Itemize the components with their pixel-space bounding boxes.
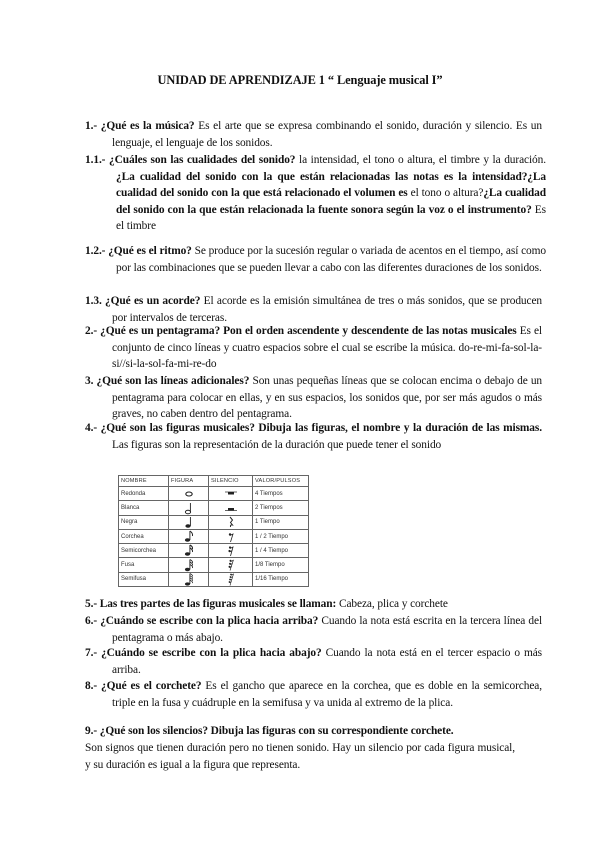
question-1 <box>85 118 542 151</box>
answer-text: Se produce por la sucesión regular o variada de acentos en el tiempo, así como por las combinaciones que se pueden llevar a cabo con las diferentes duraciones de los sonidos. <box>116 245 546 274</box>
column-header: FIGURA <box>169 476 209 487</box>
question-1-3 <box>85 293 542 326</box>
figure-value: 1 / 4 Tiempo <box>253 544 309 558</box>
question-number: 1.1.- <box>85 154 106 166</box>
quarter-note-icon <box>169 515 209 529</box>
figure-value: 4 Tiempos <box>253 487 309 501</box>
question-number: 7.- <box>85 647 98 659</box>
answer-text: la intensidad, el tono o altura, el timbre y la duración. <box>295 154 546 166</box>
answer-text: Cuando la nota está en el tercer espacio o más arriba. <box>112 647 543 676</box>
question-3 <box>85 373 542 423</box>
musical-figures-table <box>118 475 309 587</box>
question-text: ¿Qué es el corchete? <box>101 680 202 692</box>
column-header: SILENCIO <box>209 476 253 487</box>
question-text: ¿Qué es la música? <box>100 120 195 132</box>
answer-text: Son unas pequeñas líneas que se colocan encima o debajo de un pentagrama para colocar en ellas, y en sus espacios, los sonidos que, por ser más agudos o más graves, no caben dentro del pentagrama. <box>112 375 543 421</box>
thirty-second-rest-icon <box>209 558 253 572</box>
whole-rest-icon <box>209 487 253 501</box>
question-text: ¿Qué es el ritmo? <box>108 245 192 257</box>
question-5 <box>85 596 542 613</box>
figure-value: 2 Tiempos <box>253 501 309 515</box>
sixty-fourth-note-icon <box>169 572 209 586</box>
eighth-rest-icon <box>209 529 253 543</box>
closing-paragraph: Son signos que tienen duración pero no tienen sonido. Hay un silencio por cada figura musical, y su duración es igual a la figura que representa. <box>85 742 515 771</box>
half-note-icon <box>169 501 209 515</box>
table-row <box>119 572 309 586</box>
figure-name: Negra <box>119 515 169 529</box>
half-rest-icon <box>209 501 253 515</box>
table-row <box>119 515 309 529</box>
column-header: NOMBRE <box>119 476 169 487</box>
answer-text: Es el arte que se expresa combinando el sonido, duración y silencio. Es un lenguaje, el lenguaje de los sonidos. <box>112 120 542 149</box>
table-row <box>119 529 309 543</box>
figure-name: Redonda <box>119 487 169 501</box>
question-text-3: ¿La cualidad del sonido con la que están relacionada la fuente sonora según la voz o el instrumento? <box>116 187 546 216</box>
question-text: ¿Qué es un acorde? <box>105 295 201 307</box>
answer-text: Cabeza, plica y corchete <box>336 598 448 610</box>
question-text: ¿Qué son las figuras musicales? Dibuja las figuras, el nombre y la duración de las mismas. <box>100 422 542 434</box>
table-header-row <box>119 476 309 487</box>
figure-name: Corchea <box>119 529 169 543</box>
question-number: 6.- <box>85 615 98 627</box>
question-number: 1.3. <box>85 295 102 307</box>
question-6 <box>85 613 542 646</box>
question-text: ¿Cuáles son las cualidades del sonido? <box>109 154 296 166</box>
table-row <box>119 487 309 501</box>
question-2 <box>85 323 542 373</box>
question-number: 5.- <box>85 598 98 610</box>
thirty-second-note-icon <box>169 558 209 572</box>
question-number: 1.2.- <box>85 245 106 257</box>
question-text: ¿Cuándo se escribe con la plica hacia abajo? <box>101 647 322 659</box>
question-number: 1.- <box>85 120 98 132</box>
question-number: 4.- <box>85 422 98 434</box>
sixteenth-note-icon <box>169 544 209 558</box>
table-row <box>119 558 309 572</box>
figure-name: Semifusa <box>119 572 169 586</box>
question-text: ¿Qué son las líneas adicionales? <box>96 375 250 387</box>
answer-text: Es el conjunto de cinco líneas y cuatro espacios sobre el cual se escribe la música. do-re-mi-fa-sol-la-si//si-la-sol-fa-mi-re-do <box>112 325 542 371</box>
answer-text-3: Es el timbre <box>116 203 546 233</box>
figure-name: Semicorchea <box>119 544 169 558</box>
question-4 <box>85 420 542 453</box>
figure-value: 1 Tiempo <box>253 515 309 529</box>
figure-value: 1 / 2 Tiempo <box>253 529 309 543</box>
question-text: ¿Cuándo se escribe con la plica hacia arriba? <box>100 615 319 627</box>
question-text: ¿Qué es un pentagrama? Pon el orden ascendente y descendente de las notas musicales <box>100 325 517 337</box>
question-number: 8.- <box>85 680 98 692</box>
question-number: 9.- <box>85 725 98 737</box>
eighth-note-icon <box>169 529 209 543</box>
question-1-1 <box>85 152 546 235</box>
sixteenth-rest-icon <box>209 544 253 558</box>
sixty-fourth-rest-icon <box>209 572 253 586</box>
figure-name: Blanca <box>119 501 169 515</box>
question-text: ¿Qué son los silencios? Dibuja las figuras con su correspondiente corchete. <box>99 725 454 737</box>
question-number: 2.- <box>85 325 98 337</box>
answer-text: El acorde es la emisión simultánea de tres o más sonidos, que se producen por intervalos de terceras. <box>112 295 543 324</box>
column-header: VALOR/PULSOS <box>253 476 309 487</box>
table-row <box>119 544 309 558</box>
answer-text-2: el tono o altura? <box>407 187 484 200</box>
question-7 <box>85 645 542 678</box>
question-1-2 <box>85 243 546 276</box>
table-row <box>119 501 309 515</box>
figure-value: 1/8 Tiempo <box>253 558 309 572</box>
page-title: UNIDAD DE APRENDIZAJE 1 “ Lenguaje musical I” <box>157 73 443 87</box>
figure-value: 1/16 Tiempo <box>253 572 309 586</box>
question-text-2: ¿La cualidad del sonido con la que están relacionadas las notas es la intensidad?¿La cualidad del sonido con la que está relacionado el volumen es <box>116 170 546 200</box>
question-8 <box>85 678 542 711</box>
answer-text: Las figuras son la representación de la duración que puede tener el sonido <box>112 438 442 451</box>
question-9 <box>85 723 542 740</box>
whole-note-icon <box>169 487 209 501</box>
answer-text: Es el gancho que aparece en la corchea, que es doble en la semicorchea, triple en la fusa y cuádruple en la semifusa y va unida al extremo de la plica. <box>112 680 543 709</box>
answer-text: Cuando la nota está escrita en la tercera línea del pentagrama o más abajo. <box>112 615 543 644</box>
quarter-rest-icon <box>209 515 253 529</box>
question-number: 3. <box>85 375 94 387</box>
figure-name: Fusa <box>119 558 169 572</box>
question-text: Las tres partes de las figuras musicales se llaman: <box>99 598 337 610</box>
